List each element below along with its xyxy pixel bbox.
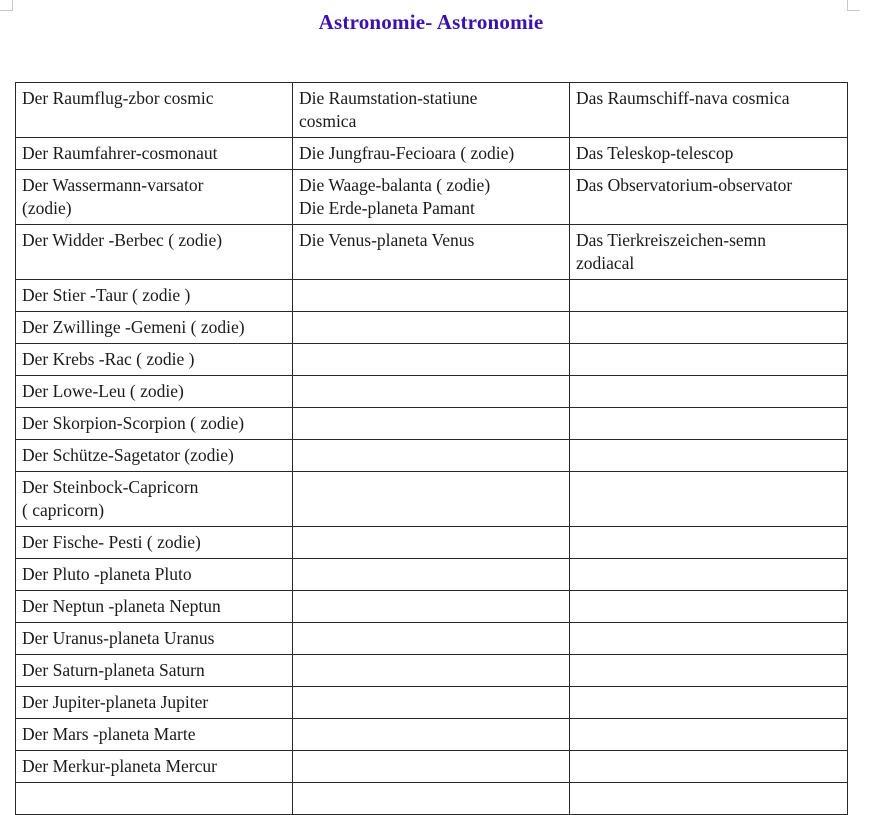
cell-text-line: Der Mars -planeta Marte: [22, 724, 196, 744]
cell-text-line: Der Merkur-planeta Mercur: [22, 756, 217, 776]
cell-text-line: Der Zwillinge -Gemeni ( zodie): [22, 317, 245, 337]
table-cell-german-romanian-col3[interactable]: [570, 751, 848, 783]
table-cell-german-romanian-col1[interactable]: [16, 408, 293, 440]
table-cell-german-romanian-col3[interactable]: [570, 312, 848, 344]
table-row: [16, 655, 848, 687]
cell-text-line: Der Wassermann-varsator: [22, 175, 204, 195]
table-row: [16, 138, 848, 170]
table-cell-german-romanian-col2[interactable]: [293, 783, 570, 815]
table-cell-german-romanian-col3[interactable]: [570, 527, 848, 559]
table-cell-german-romanian-col1[interactable]: [16, 719, 293, 751]
table-cell-german-romanian-col2[interactable]: [293, 83, 570, 138]
cell-text-line: Der Raumflug-zbor cosmic: [22, 88, 214, 108]
table-cell-german-romanian-col1[interactable]: [16, 687, 293, 719]
cell-text-line: Die Raumstation-statiune: [299, 88, 478, 108]
table-cell-german-romanian-col1[interactable]: [16, 655, 293, 687]
table-cell-german-romanian-col1[interactable]: [16, 83, 293, 138]
table-row: [16, 527, 848, 559]
cell-text-line: ( capricorn): [22, 500, 105, 520]
table-cell-german-romanian-col3[interactable]: [570, 408, 848, 440]
cell-text-line: Der Neptun -planeta Neptun: [22, 596, 221, 616]
table-row: [16, 783, 848, 815]
cell-text-line: Die Venus-planeta Venus: [299, 230, 475, 250]
table-cell-german-romanian-col3[interactable]: [570, 472, 848, 527]
cell-text-line: cosmica: [299, 111, 357, 131]
table-cell-german-romanian-col1[interactable]: [16, 783, 293, 815]
table-cell-german-romanian-col2[interactable]: [293, 344, 570, 376]
table-row: [16, 225, 848, 280]
table-cell-german-romanian-col1[interactable]: [16, 344, 293, 376]
cell-text-line: Der Saturn-planeta Saturn: [22, 660, 205, 680]
table-cell-german-romanian-col2[interactable]: [293, 376, 570, 408]
table-cell-german-romanian-col1[interactable]: [16, 440, 293, 472]
table-cell-german-romanian-col2[interactable]: [293, 312, 570, 344]
table-cell-german-romanian-col1[interactable]: [16, 591, 293, 623]
table-cell-german-romanian-col3[interactable]: [570, 623, 848, 655]
cell-text-line: Der Fische- Pesti ( zodie): [22, 532, 201, 552]
cell-text-line: Der Jupiter-planeta Jupiter: [22, 692, 209, 712]
cell-text-line: Das Observatorium-observator: [576, 175, 793, 195]
cell-text-line: Der Stier -Taur ( zodie ): [22, 285, 191, 305]
table-cell-german-romanian-col1[interactable]: [16, 559, 293, 591]
table-cell-german-romanian-col3[interactable]: [570, 591, 848, 623]
cell-text-line: Der Lowe-Leu ( zodie): [22, 381, 184, 401]
table-row: [16, 719, 848, 751]
table-cell-german-romanian-col3[interactable]: [570, 280, 848, 312]
cell-text-line: Das Teleskop-telescop: [576, 143, 734, 163]
table-row: [16, 591, 848, 623]
document-title[interactable]: Astronomie- Astronomie: [318, 10, 544, 34]
table-row: [16, 344, 848, 376]
table-row: [16, 472, 848, 527]
cell-text-line: Der Skorpion-Scorpion ( zodie): [22, 413, 245, 433]
cell-text-line: Der Raumfahrer-cosmonaut: [22, 143, 218, 163]
table-cell-german-romanian-col1[interactable]: [16, 312, 293, 344]
table-cell-german-romanian-col2[interactable]: [293, 591, 570, 623]
table-row: [16, 170, 848, 225]
table-cell-german-romanian-col1[interactable]: [16, 751, 293, 783]
table-cell-german-romanian-col3[interactable]: [570, 225, 848, 280]
table-cell-german-romanian-col2[interactable]: [293, 170, 570, 225]
table-cell-german-romanian-col3[interactable]: [570, 138, 848, 170]
table-row: [16, 280, 848, 312]
table-row: [16, 687, 848, 719]
cell-text-line: Der Widder -Berbec ( zodie): [22, 230, 223, 250]
table-cell-german-romanian-col3[interactable]: [570, 376, 848, 408]
table-cell-german-romanian-col3[interactable]: [570, 344, 848, 376]
cell-text-line: Der Uranus-planeta Uranus: [22, 628, 215, 648]
table-row: [16, 751, 848, 783]
table-cell-german-romanian-col2[interactable]: [293, 687, 570, 719]
table-cell-german-romanian-col1[interactable]: [16, 623, 293, 655]
table-cell-german-romanian-col1[interactable]: [16, 527, 293, 559]
table-cell-german-romanian-col2[interactable]: [293, 280, 570, 312]
table-cell-german-romanian-col3[interactable]: [570, 783, 848, 815]
cell-text-line: Die Jungfrau-Fecioara ( zodie): [299, 143, 515, 163]
table-cell-german-romanian-col2[interactable]: [293, 751, 570, 783]
cell-text-line: Die Waage-balanta ( zodie): [299, 175, 491, 195]
table-cell-german-romanian-col1[interactable]: [16, 472, 293, 527]
cell-text-line: Der Krebs -Rac ( zodie ): [22, 349, 195, 369]
table-cell-german-romanian-col2[interactable]: [293, 559, 570, 591]
table-cell-german-romanian-col1[interactable]: [16, 138, 293, 170]
table-cell-german-romanian-col3[interactable]: [570, 170, 848, 225]
table-cell-german-romanian-col3[interactable]: [570, 440, 848, 472]
table-cell-german-romanian-col3[interactable]: [570, 559, 848, 591]
table-cell-german-romanian-col1[interactable]: [16, 225, 293, 280]
table-cell-german-romanian-col2[interactable]: [293, 527, 570, 559]
table-row: [16, 440, 848, 472]
table-row: [16, 408, 848, 440]
table-cell-german-romanian-col1[interactable]: [16, 376, 293, 408]
cell-text-line: Das Tierkreiszeichen-semn: [576, 230, 767, 250]
cell-text-line: Der Steinbock-Capricorn: [22, 477, 199, 497]
cell-text-line: Der Pluto -planeta Pluto: [22, 564, 192, 584]
table-cell-german-romanian-col2[interactable]: [293, 719, 570, 751]
cell-text-line: (zodie): [22, 198, 72, 218]
table-cell-german-romanian-col3[interactable]: [570, 687, 848, 719]
cell-text-line: Der Schütze-Sagetator (zodie): [22, 445, 234, 465]
table-cell-german-romanian-col2[interactable]: [293, 408, 570, 440]
table-cell-german-romanian-col2[interactable]: [293, 440, 570, 472]
table-row: [16, 623, 848, 655]
table-cell-german-romanian-col2[interactable]: [293, 623, 570, 655]
table-row: [16, 376, 848, 408]
table-cell-german-romanian-col3[interactable]: [570, 83, 848, 138]
table-cell-german-romanian-col3[interactable]: [570, 655, 848, 687]
table-row: [16, 83, 848, 138]
cell-text-line: zodiacal: [576, 253, 635, 273]
table-row: [16, 312, 848, 344]
vocabulary-table: [15, 82, 848, 815]
vocabulary-table-body: [16, 83, 848, 815]
cell-text-line: Die Erde-planeta Pamant: [299, 198, 475, 218]
table-cell-german-romanian-col2[interactable]: [293, 138, 570, 170]
table-cell-german-romanian-col2[interactable]: [293, 472, 570, 527]
cell-text-line: Das Raumschiff-nava cosmica: [576, 88, 790, 108]
table-cell-german-romanian-col2[interactable]: [293, 655, 570, 687]
table-cell-german-romanian-col1[interactable]: [16, 170, 293, 225]
table-cell-german-romanian-col3[interactable]: [570, 719, 848, 751]
table-cell-german-romanian-col1[interactable]: [16, 280, 293, 312]
table-row: [16, 559, 848, 591]
table-cell-german-romanian-col2[interactable]: [293, 225, 570, 280]
